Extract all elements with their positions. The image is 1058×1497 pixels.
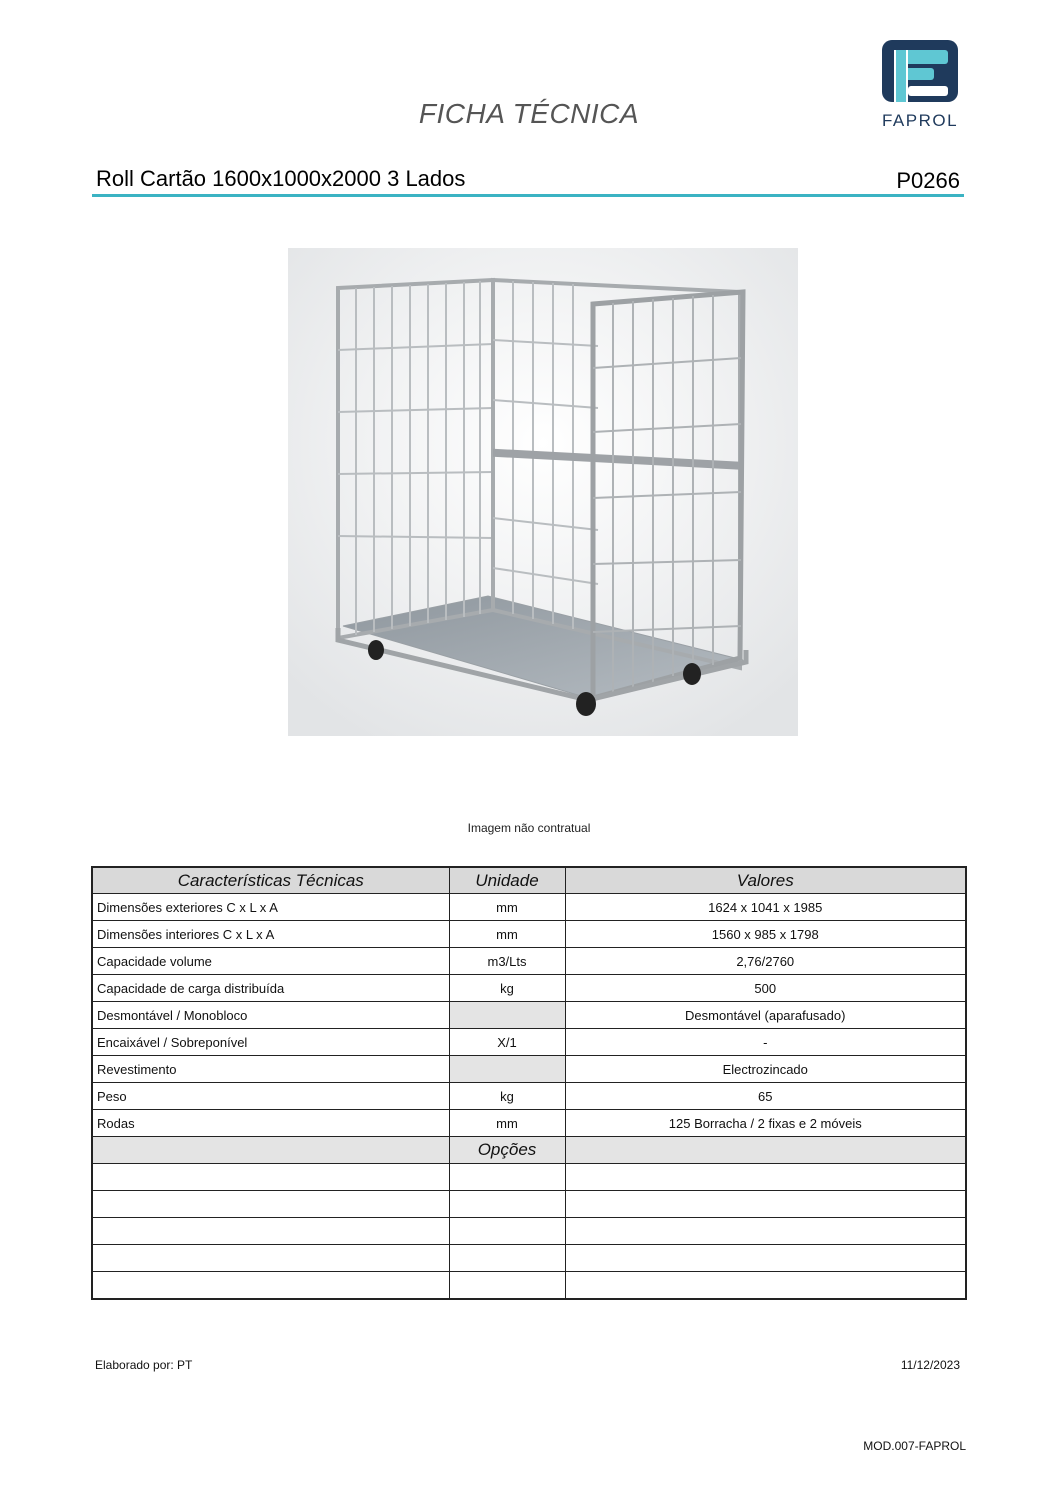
- row-value: 500: [565, 975, 966, 1002]
- table-row: [92, 1002, 966, 1029]
- row-value: 2,76/2760: [565, 948, 966, 975]
- empty-option-row: [92, 1164, 966, 1191]
- row-value: 65: [565, 1083, 966, 1110]
- row-value: 1560 x 985 x 1798: [565, 921, 966, 948]
- row-label: Rodas: [92, 1110, 449, 1137]
- header-characteristics: Características Técnicas: [92, 867, 449, 894]
- options-empty-cell: [92, 1137, 449, 1164]
- row-label: Revestimento: [92, 1056, 449, 1083]
- table-header-row: [92, 867, 966, 894]
- row-value: 1624 x 1041 x 1985: [565, 894, 966, 921]
- spec-table: [91, 866, 967, 1300]
- row-label: Encaixável / Sobreponível: [92, 1029, 449, 1056]
- row-value: Electrozincado: [565, 1056, 966, 1083]
- brand-text: FAPROL: [881, 111, 959, 130]
- row-label: Desmontável / Monobloco: [92, 1002, 449, 1029]
- prepared-by: Elaborado por: PT: [95, 1358, 193, 1372]
- header-unit: Unidade: [449, 867, 565, 894]
- empty-option-row: [92, 1245, 966, 1272]
- table-row: [92, 921, 966, 948]
- row-value: 125 Borracha / 2 fixas e 2 móveis: [565, 1110, 966, 1137]
- options-label: Opções: [449, 1137, 565, 1164]
- row-unit: kg: [449, 1083, 565, 1110]
- model-reference: MOD.007-FAPROL: [863, 1439, 966, 1453]
- row-unit: [449, 1056, 565, 1083]
- row-label: Dimensões exteriores C x L x A: [92, 894, 449, 921]
- options-header-row: [92, 1137, 966, 1164]
- faprol-logo: [872, 38, 968, 130]
- row-unit: mm: [449, 894, 565, 921]
- empty-option-row: [92, 1218, 966, 1245]
- options-empty-cell: [565, 1137, 966, 1164]
- table-row: [92, 975, 966, 1002]
- row-label: Capacidade de carga distribuída: [92, 975, 449, 1002]
- table-row: [92, 894, 966, 921]
- empty-option-row: [92, 1191, 966, 1218]
- table-row: [92, 948, 966, 975]
- row-unit: kg: [449, 975, 565, 1002]
- row-label: Peso: [92, 1083, 449, 1110]
- row-label: Dimensões interiores C x L x A: [92, 921, 449, 948]
- product-code: P0266: [896, 168, 960, 193]
- product-image: [288, 248, 798, 736]
- row-unit: mm: [449, 1110, 565, 1137]
- table-row: [92, 1056, 966, 1083]
- row-value: -: [565, 1029, 966, 1056]
- header-values: Valores: [565, 867, 966, 894]
- row-label: Capacidade volume: [92, 948, 449, 975]
- image-caption: Imagem não contratual: [467, 821, 591, 835]
- row-unit: mm: [449, 921, 565, 948]
- row-unit: X/1: [449, 1029, 565, 1056]
- document-date: 11/12/2023: [900, 1358, 960, 1372]
- table-row: [92, 1110, 966, 1137]
- product-name: Roll Cartão 1600x1000x2000 3 Lados: [96, 166, 466, 191]
- table-row: [92, 1083, 966, 1110]
- row-unit: [449, 1002, 565, 1029]
- title-underline: [92, 194, 964, 197]
- page-title: FICHA TÉCNICA: [418, 98, 640, 129]
- table-row: [92, 1029, 966, 1056]
- row-unit: m3/Lts: [449, 948, 565, 975]
- empty-option-row: [92, 1272, 966, 1300]
- row-value: Desmontável (aparafusado): [565, 1002, 966, 1029]
